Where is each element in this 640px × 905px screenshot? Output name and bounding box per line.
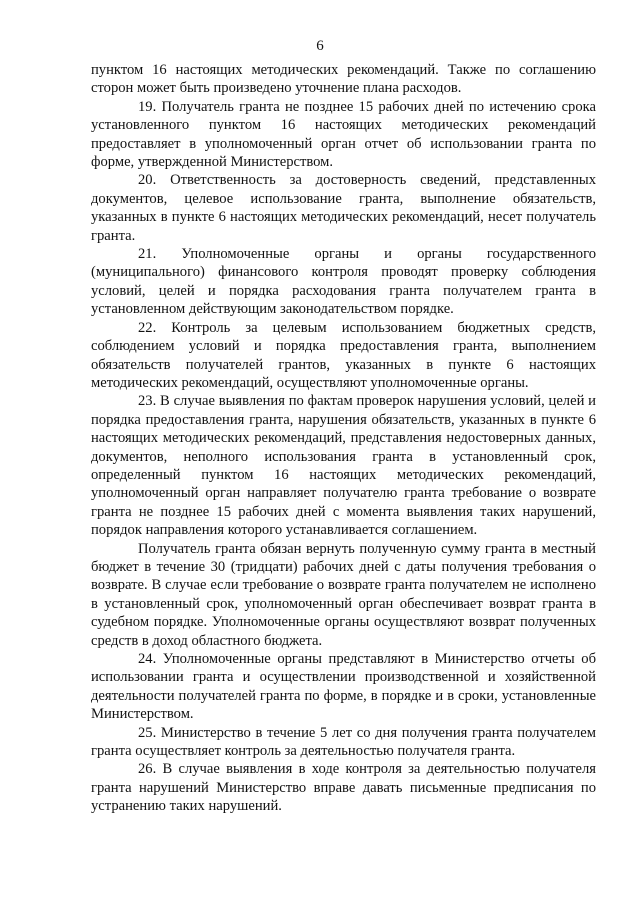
- paragraph-24: 24. Уполномоченные органы представляют в Министерство отчеты об использовании гранта и осуществлении производственной и хозяйственной деятельности получателей гранта по форме, в порядке и в сроки, установленные Министерством.: [91, 651, 596, 723]
- paragraph-continuation: пунктом 16 настоящих методических рекомендаций. Также по соглашению сторон может быть произведено уточнение плана расходов.: [91, 62, 596, 97]
- paragraph-26: 26. В случае выявления в ходе контроля за деятельностью получателя гранта нарушений Министерство вправе давать письменные предписания по устранению таких нарушений.: [91, 761, 596, 815]
- paragraph-19: 19. Получатель гранта не позднее 15 рабочих дней по истечению срока установленного пунктом 16 настоящих методических рекомендаций предоставляет в уполномоченный орган отчет об использовании гранта по форме, утвержденной Министерством.: [91, 98, 596, 171]
- page-number: 6: [316, 38, 324, 54]
- paragraph-23-refund: Получатель гранта обязан вернуть полученную сумму гранта в местный бюджет в течение 30 (тридцати) рабочих дней с даты получения требования о возврате. В случае если требование о возврате гранта получателем не исполнено в установленный срок, уполномоченный орган обеспечивает возврат гранта в судебном порядке. Уполномоченные органы осуществляют возврат полученных средств в доход областного бюджета.: [91, 540, 596, 649]
- paragraph-22: 22. Контроль за целевым использованием бюджетных средств, соблюдением условий и порядка предоставления гранта, выполнением обязательств получателей грантов, указанных в пункте 6 настоящих методических рекомендаций, осуществляют уполномоченные органы.: [91, 319, 596, 391]
- document-body: [91, 61, 596, 816]
- paragraph-23: 23. В случае выявления по фактам проверок нарушения условий, целей и порядка предоставления гранта, нарушения обязательств, указанных в пункте 6 настоящих методических рекомендаций, представления недостоверных данных, документов, неполного использования гранта в установленный срок, определенный пунктом 16 настоящих методических рекомендаций, уполномоченный орган направляет получателю гранта требование о возврате гранта не позднее 15 рабочих дней с момента выявления таких нарушений, порядок направления которого устанавливается соглашением.: [91, 393, 596, 539]
- paragraph-20: 20. Ответственность за достоверность сведений, представленных документов, целевое использование гранта, выполнение обязательств, указанных в пункте 6 настоящих методических рекомендаций, несет получатель гранта.: [91, 172, 596, 244]
- paragraph-21: 21. Уполномоченные органы и органы государственного (муниципального) финансового контроля проводят проверку соблюдения условий, целей и порядка расходования гранта получателем гранта в установленном действующим законодательством порядке.: [91, 246, 596, 318]
- paragraph-25: 25. Министерство в течение 5 лет со дня получения гранта получателем гранта осуществляет контроль за деятельностью получателя гранта.: [91, 724, 596, 760]
